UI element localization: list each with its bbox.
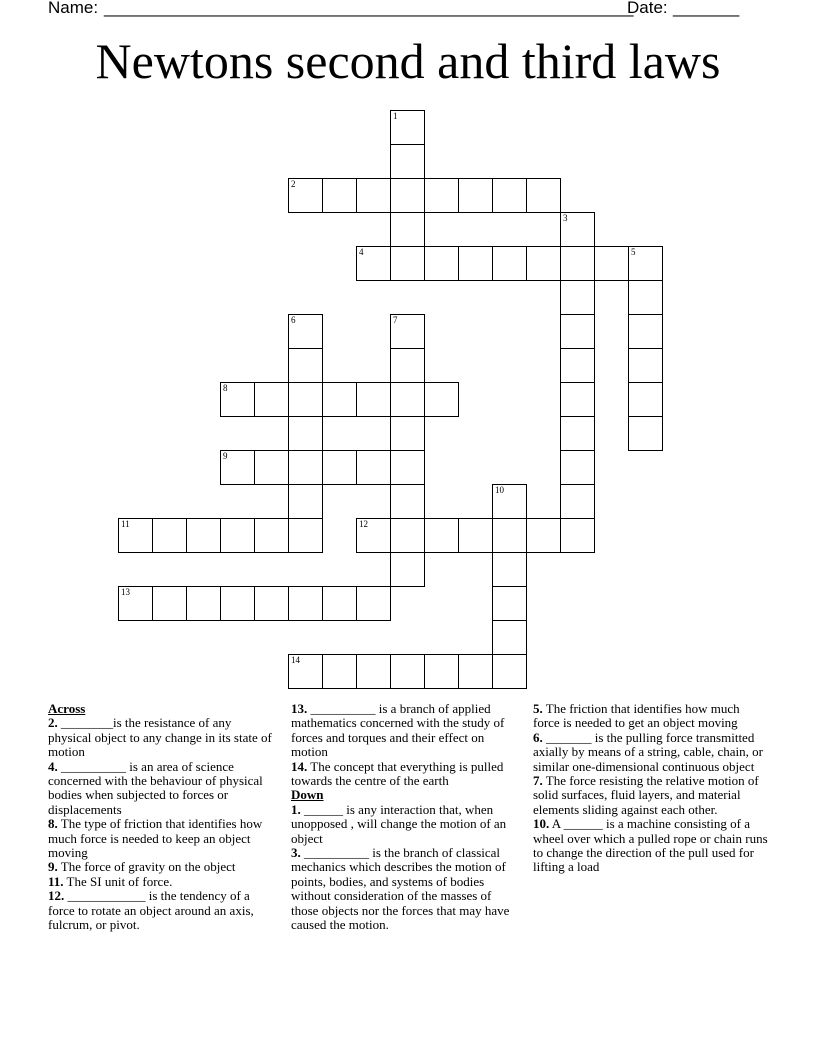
clue-text: __________ is a branch of applied mathematics concerned with the study of forces and torques and their effect on motion [291,701,505,760]
grid-cell[interactable] [254,518,289,553]
clue-text: ______ is any interaction that, when unopposed , will change the motion of an object [291,801,507,846]
grid-cell[interactable] [390,416,425,451]
grid-cell[interactable] [356,518,391,553]
clue-down-5 [533,702,768,731]
clue-down-3 [291,846,516,932]
clue-across-11 [48,875,273,889]
clue-number: 5. [533,701,543,716]
grid-cell[interactable] [288,450,323,485]
clue-number: 4. [48,758,58,774]
grid-cell[interactable] [560,518,595,553]
grid-cell[interactable] [390,552,425,587]
clue-across-9 [48,860,273,874]
grid-cell[interactable] [560,314,595,349]
cell-number: 3 [563,213,568,223]
grid-cell[interactable] [220,518,255,553]
grid-cell[interactable] [492,586,527,621]
clue-text: The force resisting the relative motion of solid surfaces, fluid layers, and material elements sliding against each other. [533,773,759,817]
grid-cell[interactable] [424,382,459,417]
clues-column-2 [291,702,516,933]
grid-cell[interactable] [288,586,323,621]
clue-number: 3. [291,845,301,861]
grid-cell[interactable] [322,178,357,213]
grid-cell[interactable] [186,586,221,621]
cell-number: 9 [223,451,228,461]
grid-cell[interactable] [356,450,391,485]
grid-cell[interactable] [186,518,221,553]
grid-cell[interactable] [526,178,561,213]
name-label: Name: [48,0,99,17]
grid-cell[interactable] [492,654,527,689]
grid-cell[interactable] [322,586,357,621]
grid-cell[interactable] [322,382,357,417]
clue-across-2 [48,716,273,759]
clue-number: 12. [48,888,65,904]
grid-cell[interactable] [288,416,323,451]
clue-text: The type of friction that identifies how much force is needed to keep an object moving [48,816,263,861]
grid-cell[interactable] [322,654,357,689]
grid-cell[interactable] [424,518,459,553]
grid-cell[interactable] [322,450,357,485]
cell-number: 6 [291,315,296,325]
clue-number: 2. [48,715,58,731]
grid-cell[interactable] [560,416,595,451]
grid-cell[interactable] [118,586,153,621]
grid-cell[interactable] [560,212,595,247]
grid-cell[interactable] [492,620,527,655]
cell-number: 13 [121,587,130,597]
grid-cell[interactable] [458,654,493,689]
grid-cell[interactable] [356,586,391,621]
grid-cell[interactable] [254,382,289,417]
clue-across-13 [291,702,516,760]
clue-text: __________ is the branch of classical mechanics which describes the motion of points, bodies, and systems of bodies without consideration of the masses of those objects nor the forces that may have caused the motion. [291,845,510,933]
grid-cell[interactable] [288,178,323,213]
down-heading: Down [291,787,324,803]
clue-text: ____________ is the tendency of a force to rotate an object around an axis, fulcrum, or pivot. [48,888,254,933]
grid-cell[interactable] [560,484,595,519]
grid-cell[interactable] [390,314,425,349]
clue-text: The force of gravity on the object [57,859,236,875]
clue-across-14 [291,760,516,789]
grid-cell[interactable] [526,246,561,281]
grid-cell[interactable] [628,416,663,451]
grid-cell[interactable] [220,450,255,485]
grid-cell[interactable] [220,382,255,417]
grid-cell[interactable] [594,246,629,281]
clue-number: 6. [533,729,543,745]
clue-number: 11. [48,873,64,889]
cell-number: 7 [393,315,398,325]
clue-text: A ______ is a machine consisting of a wheel over which a pulled rope or chain runs to change the direction of the pull used for lifting a load [533,816,768,875]
grid-cell[interactable] [390,484,425,519]
grid-cell[interactable] [458,178,493,213]
grid-cell[interactable] [390,144,425,179]
grid-cell[interactable] [492,178,527,213]
clue-text: ________is the resistance of any physical object to any change in its state of motion [48,715,272,760]
grid-cell[interactable] [288,654,323,689]
grid-cell[interactable] [492,484,527,519]
grid-cell[interactable] [424,178,459,213]
across-heading: Across [48,701,86,716]
grid-cell[interactable] [560,382,595,417]
grid-cell[interactable] [628,280,663,315]
grid-cell[interactable] [356,382,391,417]
grid-cell[interactable] [492,518,527,553]
grid-cell[interactable] [356,178,391,213]
grid-cell[interactable] [560,280,595,315]
grid-cell[interactable] [458,518,493,553]
clue-number: 7. [533,773,543,789]
grid-cell[interactable] [458,246,493,281]
grid-cell[interactable] [390,212,425,247]
clue-number: 9. [48,859,58,875]
grid-cell[interactable] [628,382,663,417]
grid-cell[interactable] [560,246,595,281]
grid-cell[interactable] [356,654,391,689]
clue-down-6 [533,731,768,774]
grid-cell[interactable] [254,586,289,621]
grid-cell[interactable] [118,518,153,553]
date-label: Date: [627,0,668,17]
date-blank: _______ [673,0,740,17]
grid-cell[interactable] [390,518,425,553]
cell-number: 5 [631,247,636,257]
grid-cell[interactable] [628,314,663,349]
grid-cell[interactable] [254,450,289,485]
grid-cell[interactable] [492,246,527,281]
grid-cell[interactable] [390,178,425,213]
name-blank: ________________________________________________________ [104,0,634,17]
grid-cell[interactable] [152,518,187,553]
grid-cell[interactable] [424,246,459,281]
grid-cell[interactable] [526,518,561,553]
clues-column-3 [533,702,768,875]
grid-cell[interactable] [390,654,425,689]
clue-text: The friction that identifies how much force is needed to get an object moving [533,701,740,731]
grid-cell[interactable] [560,450,595,485]
clue-number: 14. [291,758,308,774]
grid-cell[interactable] [492,552,527,587]
grid-cell[interactable] [628,348,663,383]
grid-cell[interactable] [288,348,323,383]
clue-text: The SI unit of force. [63,873,173,889]
cell-number: 10 [495,485,504,495]
cell-number: 14 [291,655,300,665]
clues-column-1 [48,702,273,933]
grid-cell[interactable] [152,586,187,621]
grid-cell[interactable] [220,586,255,621]
clue-across-12 [48,889,273,932]
grid-cell[interactable] [288,314,323,349]
grid-cell[interactable] [288,382,323,417]
clue-across-8 [48,817,273,860]
clue-text: _______ is the pulling force transmitted axially by means of a string, cable, chain, or similar one-dimensional continuous object [533,729,763,774]
clue-down-1 [291,803,516,846]
clue-across-4 [48,760,273,818]
grid-cell[interactable] [390,450,425,485]
grid-cell[interactable] [390,348,425,383]
clue-down-7 [533,774,768,817]
clue-down-10 [533,817,768,875]
clue-text: The concept that everything is pulled towards the centre of the earth [291,758,504,789]
page-title: Newtons second and third laws [95,33,721,89]
grid-cell[interactable] [390,110,425,145]
clue-text: __________ is an area of science concerned with the behaviour of physical bodies when subjected to forces or displacements [48,758,263,817]
grid-cell[interactable] [628,246,663,281]
grid-cell[interactable] [390,246,425,281]
cell-number: 11 [121,519,130,529]
clue-number: 13. [291,701,308,716]
clue-number: 1. [291,801,301,817]
cell-number: 8 [223,383,228,393]
clue-number: 8. [48,816,58,832]
grid-cell[interactable] [356,246,391,281]
grid-cell[interactable] [390,382,425,417]
grid-cell[interactable] [288,518,323,553]
cell-number: 12 [359,519,368,529]
grid-cell[interactable] [560,348,595,383]
clue-number: 10. [533,816,550,832]
cell-number: 4 [359,247,364,257]
cell-number: 2 [291,179,296,189]
cell-number: 1 [393,111,398,121]
grid-cell[interactable] [424,654,459,689]
grid-cell[interactable] [288,484,323,519]
